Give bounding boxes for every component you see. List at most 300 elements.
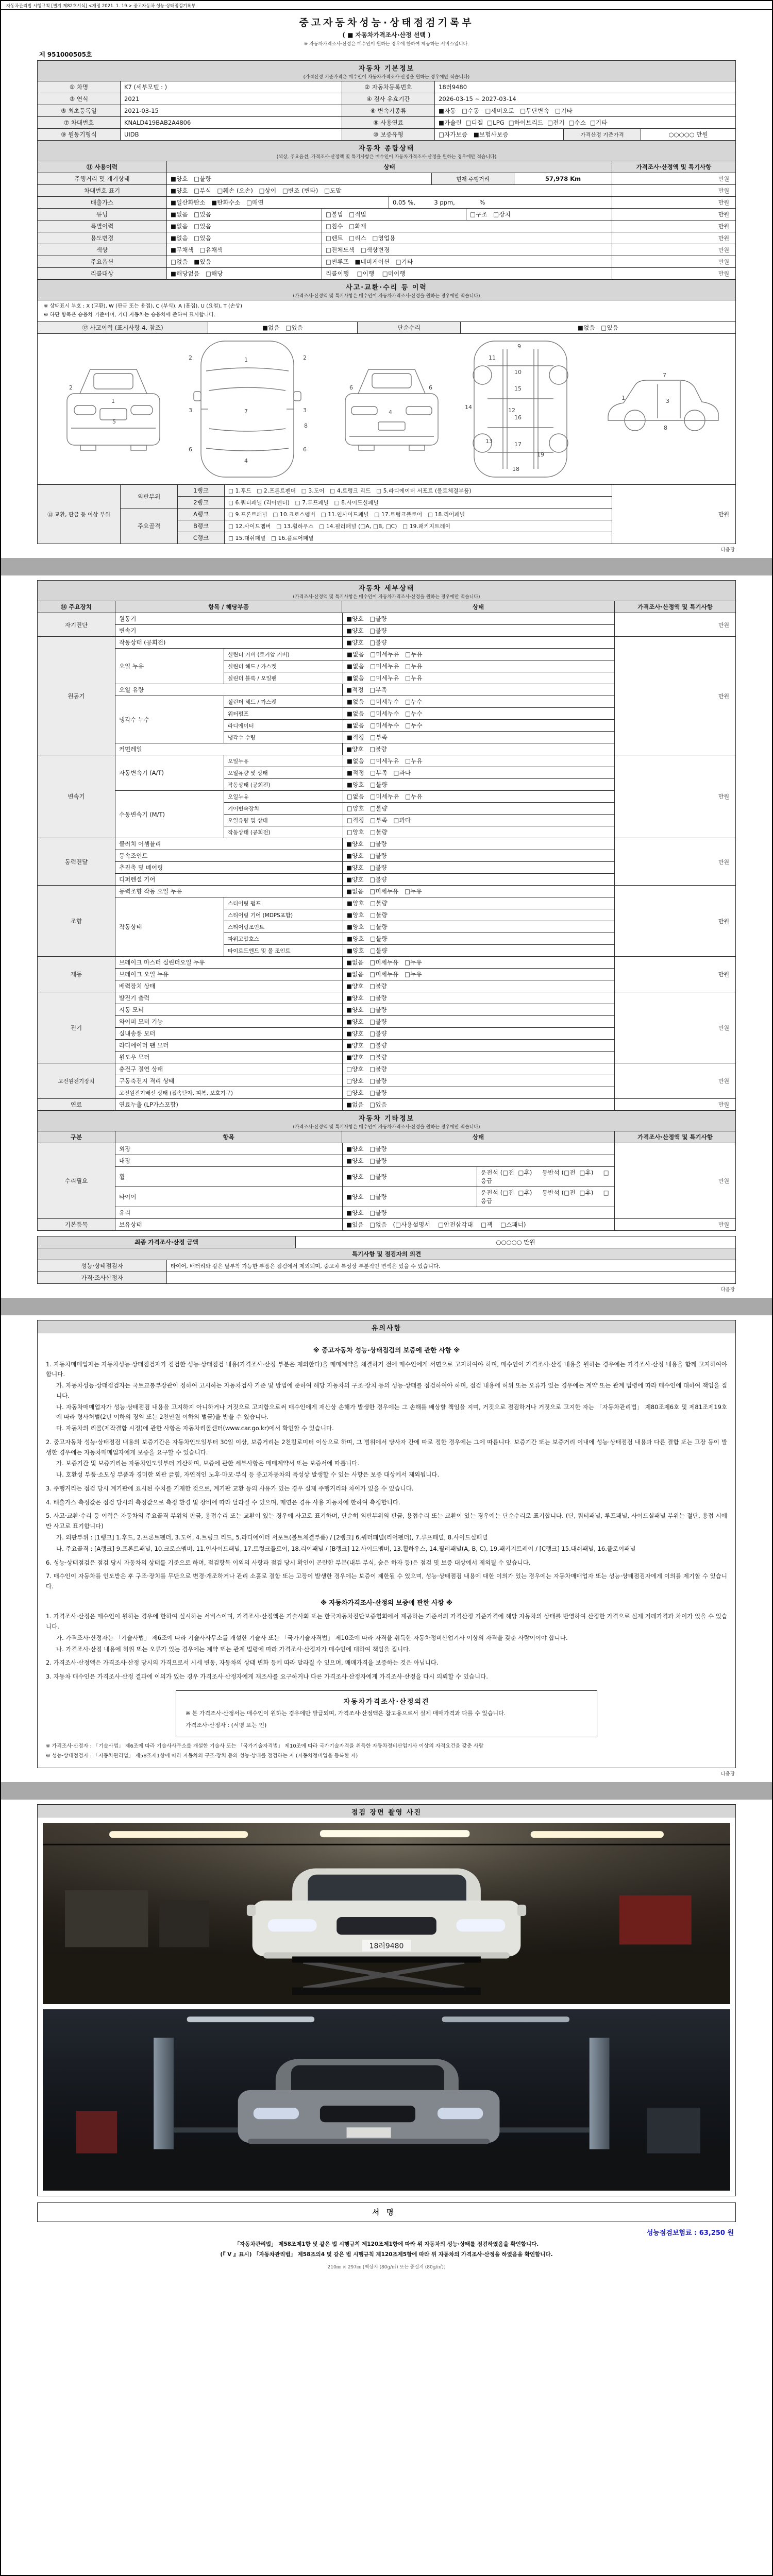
checkbox-group[interactable]: ■양호 □불량 [342, 862, 614, 873]
checkbox-group[interactable]: □양호 □불량 [342, 1087, 614, 1098]
next-page-label: 다음장 [720, 547, 735, 553]
checkbox-group[interactable]: □ 9.프론트패널 □ 10.크로스멤버 □ 11.인사이드패널 □ 17.트렁크플로어 □ 18.리어패널 [224, 509, 612, 520]
table-subgrid [115, 613, 614, 636]
checkbox-group[interactable]: ■적정 □부족 [343, 732, 614, 743]
checkbox-group[interactable]: □구조 □장치 [466, 209, 612, 220]
table-subgrid [342, 1187, 614, 1207]
svg-text:13: 13 [485, 438, 493, 445]
checkbox-group[interactable]: ■없음 □미세누수 □누수 [343, 696, 614, 707]
checkbox-group[interactable]: ■없음 □있음 [460, 322, 735, 333]
table-cell: 보유상태 [115, 1219, 342, 1230]
table-row [38, 636, 735, 755]
section-title: 점검 장면 촬영 사진 [351, 1808, 422, 1817]
table-row [224, 814, 614, 826]
table-cell: 자기진단 [38, 613, 115, 636]
section-header-etc-info [37, 1110, 736, 1131]
table-row [167, 232, 612, 244]
diagram-part-numbers [69, 343, 669, 472]
checkbox-group[interactable]: ■가솔린 □디젤 □LPG □하이브리드 □전기 □수소 □기타 [434, 117, 735, 128]
table-cell: 와이퍼 모터 기능 [115, 1016, 342, 1027]
car-front-view [67, 369, 160, 450]
svg-text:14: 14 [465, 404, 472, 411]
checkbox-group[interactable]: ■있음 □없음 (□사용설명서 □안전삼각대 □잭 □스패너) [342, 1219, 614, 1230]
svg-text:2: 2 [189, 354, 192, 361]
table-row [115, 968, 614, 980]
table-cell: 만원 [614, 838, 735, 885]
table-cell: 2랭크 [178, 497, 224, 508]
checkbox-group[interactable]: □양호 □불량 [343, 826, 614, 838]
svg-text:3: 3 [666, 398, 669, 404]
checkbox-group[interactable]: ■없음 □있음 [171, 234, 211, 242]
notice-subheading: ※ 중고자동차 성능·상태점검의 보증에 관한 사항 ※ [313, 1346, 460, 1354]
checkbox-group[interactable]: ■양호 □불량 [346, 1173, 387, 1180]
exchange-repair-parts-table [37, 484, 736, 544]
table-cell: 실린더 블록 / 오일팬 [224, 672, 343, 684]
table-row [115, 1039, 614, 1051]
checkbox-group[interactable]: 운전석 (□전 □후) 동반석 (□전 □후) □응급 [477, 1167, 614, 1187]
table-subgrid [115, 637, 614, 755]
notice-paragraph: 가. 가격조사·산정자는 「기술사법」 제6조에 따라 기술사사무소를 개설한 기술사 또는 「국가기술자격법」 제10조에 따라 자격을 취득한 자동차정비산업기사 이상의 자격을 갖춘 사람이어야 합니다. [56, 1634, 568, 1641]
table-cell: 타이어 [115, 1187, 342, 1207]
svg-text:4: 4 [389, 409, 392, 416]
table-cell: 현재 주행거리 [431, 173, 514, 184]
table-cell: 가격조사·산정액 및 특기사항 [614, 1131, 735, 1143]
checkbox-group[interactable]: □ 1.후드 □ 2.프론트펜더 □ 3.도어 □ 4.트렁크 리드 □ 5.라디에이터 서포트 (볼트체결부품) [224, 485, 612, 496]
table-cell: 색상 [38, 244, 166, 256]
next-page-label: 다음장 [720, 1287, 735, 1293]
table-cell: 특기사항 및 점검자의 의견 [38, 1248, 735, 1260]
table-cell: ③ 연식 [38, 93, 120, 105]
svg-text:1: 1 [621, 395, 625, 401]
table-cell: 만원 [612, 256, 735, 267]
checkbox-group[interactable]: □양호 □불량 [343, 803, 614, 814]
table-subgrid [224, 897, 614, 956]
damage-diagram [37, 333, 736, 485]
notice-paragraph: 가. 자동차성능·상태점검자는 국토교통부장관이 정하여 고시하는 자동차검사 기준 및 방법에 준하여 해당 자동차의 구조·장치 등의 성능·상태를 점검하여야 하며, 점검 내용에 허위 또는 오류가 있는 경우에는 계약 또는 관계 법령에 따라 매수인에 대하여 책임을 집니다. [56, 1382, 727, 1399]
table-row [115, 1099, 614, 1110]
table-cell: 충전구 절연 상태 [115, 1063, 342, 1075]
table-row [224, 660, 614, 672]
table-cell: 배출가스 [38, 197, 166, 208]
table-row [115, 873, 614, 885]
section-header-accident-history [37, 279, 736, 300]
checkbox-group[interactable]: ■양호 □부식 □훼손 (오손) □상이 □변조 (변타) □도말 [166, 185, 612, 196]
svg-text:7: 7 [663, 372, 666, 379]
checkbox-group[interactable]: □ 6.쿼터패널 (리어펜더) □ 7.루프패널 □ 8.사이드실패널 [224, 497, 612, 508]
notice-paragraph: 5. 사고·교환·수리 등 이력은 자동차의 주요골격 부위의 판금, 용접수리 또는 교환이 있는 경우에 사고로 표기하며, 단순히 외판부위의 판금, 용접수리 또는 교환이 있는 경우에는 단순수리로 표기합니다. (단, 쿼터패널, 루프패널, 사이드실패널 부위는 절단, 용접 시에만 사고로 표기합니다) [46, 1512, 727, 1530]
panel-photos [37, 1804, 736, 2196]
table-subgrid [115, 1063, 614, 1098]
table-cell: 가격·조사산정자 [38, 1272, 166, 1283]
table-cell: 가격산정 기준가격 [563, 129, 641, 140]
table-cell: 만원 [612, 173, 735, 184]
table-cell: 주요옵션 [38, 256, 166, 267]
checkbox-group[interactable]: ■양호 □불량 [343, 909, 614, 921]
checkbox-group[interactable]: ■없음 □미세누유 □누유 [343, 755, 614, 767]
checkbox-group[interactable]: ■양호 □불량 [342, 1052, 614, 1063]
checkbox-group[interactable]: ■양호 □불량 [343, 897, 614, 909]
table-row [38, 161, 735, 173]
table-cell: 디퍼렌셜 기어 [115, 874, 342, 885]
checkbox-group[interactable]: □없음 □미세누유 □누유 [343, 791, 614, 802]
checkbox-group[interactable]: ■무채색 □유채색 [171, 246, 223, 253]
checkbox-group[interactable]: ■양호 □불량 [342, 838, 614, 850]
table-row [38, 1218, 735, 1230]
table-row [224, 755, 614, 767]
checkbox-group[interactable]: ■양호 □불량 [342, 1016, 614, 1027]
table-subgrid [224, 791, 614, 838]
table-row [115, 838, 614, 850]
table-cell: K7 (세부모델 : ) [120, 81, 342, 93]
table-cell: 조향 [38, 886, 115, 956]
checkbox-group[interactable]: ■양호 □불량 [343, 779, 614, 790]
checkbox-group[interactable]: ■없음 □미세누유 □누유 [343, 672, 614, 684]
basic-info-table [37, 81, 736, 141]
table-cell: 튜닝 [38, 209, 166, 220]
table-cell: 만원 [614, 886, 735, 956]
price-opinion-lines [186, 1709, 587, 1731]
table-cell: 수리필요 [38, 1143, 115, 1218]
table-cell: 등속조인트 [115, 850, 342, 861]
svg-text:1: 1 [244, 357, 248, 363]
table-cell: 워터펌프 [224, 708, 343, 719]
notice-subheading: ※ 자동차가격조사·산정의 보증에 관한 사항 ※ [320, 1598, 453, 1606]
svg-text:2: 2 [303, 354, 307, 361]
table-cell: 만원 [614, 1063, 735, 1098]
section-gap [1, 1298, 772, 1315]
checkbox-group[interactable]: ■양호 □불량 [342, 743, 614, 755]
table-cell: 고전원전기배선 상태 (접속단자, 피복, 보호기구) [115, 1087, 342, 1098]
table-cell: 브레이크 마스터 실린더오일 누유 [115, 957, 342, 968]
table-row [38, 128, 735, 140]
table-row [115, 613, 614, 624]
table-cell: UIDB [120, 129, 342, 140]
checkbox-group[interactable]: ■없음 □있음 [208, 322, 357, 333]
table-row [115, 980, 614, 992]
table-row [115, 790, 614, 838]
table-cell: 오일 유량 [115, 684, 342, 696]
table-row [38, 81, 735, 93]
checkbox-group[interactable]: ■양호 □불량 [342, 850, 614, 861]
table-row [115, 1155, 614, 1166]
svg-text:4: 4 [244, 457, 248, 464]
table-cell: 오일 누유 [115, 649, 224, 684]
table-row [224, 909, 614, 921]
table-cell: 주요골격 [121, 509, 177, 544]
checkbox-group[interactable]: ■없음 □있음 [171, 223, 211, 230]
table-subgrid [115, 992, 614, 1063]
table-cell: ④ 검사 유효기간 [342, 93, 434, 105]
table-cell: 항목 / 해당부품 [115, 601, 342, 613]
checkbox-group[interactable]: □침수 □화재 [322, 221, 612, 232]
table-row [224, 649, 614, 660]
section-header-photos [37, 1804, 736, 1818]
checkbox-group[interactable]: ■해당없음 □해당 [171, 270, 223, 277]
checkbox-group[interactable]: ■없음 □미세누유 □누유 [343, 649, 614, 660]
car-side-view [608, 380, 718, 431]
table-row [38, 105, 735, 116]
svg-text:2: 2 [69, 384, 73, 391]
table-row [38, 196, 735, 208]
table-cell: 전기 [38, 992, 115, 1063]
table-row [115, 861, 614, 873]
overall-condition-table [37, 161, 736, 280]
table-cell: 냉각수 수량 [224, 732, 343, 743]
next-page-label: 다음장 [720, 1771, 735, 1777]
notice-footnote: ※ 성능·상태점검자 : 「자동차관리법」 제58조제1항에 따라 자동차의 구조·장치 등의 성능·상태를 점검하는 자 (자동차정비업을 등록한 자) [46, 1753, 358, 1759]
checkbox-group[interactable]: ■적정 □부족 [342, 684, 614, 696]
table-cell: 작동상태 (공회전) [224, 826, 343, 838]
checkbox-group[interactable]: ■없음 □미세누유 □누유 [342, 886, 614, 897]
table-row [167, 244, 612, 256]
price-survey-option-checkbox[interactable]: ( ■ 자동차가격조사·산정 선택 ) [342, 31, 431, 39]
table-row [115, 1063, 614, 1075]
checkbox-group[interactable]: □ 12.사이드멤버 □ 13.휠하우스 □ 14.필러패널 (□A, □B, □C) □ 19.패키지트레이 [224, 520, 612, 532]
table-cell: 작동상태 (공회전) [224, 779, 343, 790]
svg-text:3: 3 [303, 407, 307, 414]
table-subgrid [166, 209, 612, 220]
table-subgrid [177, 485, 612, 508]
table-row [178, 520, 612, 532]
table-row [38, 755, 735, 838]
table-row [224, 921, 614, 933]
checkbox-group[interactable]: ■양호 □불량 [342, 980, 614, 992]
car-underbody-view [473, 341, 568, 477]
checkbox-group[interactable]: ■없음 □미세누수 □누수 [343, 708, 614, 719]
table-row [224, 944, 614, 956]
table-row [38, 885, 735, 956]
table-cell: 만원 [612, 232, 735, 244]
table-cell: ⑥ 변속기종류 [342, 105, 434, 116]
notice-footnote: ※ 가격조사·산정자 : 「기술사법」 제6조에 따라 기술사사무소를 개설한 기술사 또는 「국가기술자격법」 제10조에 따라 국가기술자격을 취득한 자동차정비산업기사 이상의 자격요건을 갖춘 사람 [46, 1743, 484, 1749]
checkbox-group[interactable]: ■양호 □불량 [342, 637, 614, 648]
table-cell: 구동축전지 격리 상태 [115, 1075, 342, 1087]
table-cell: 가격조사·산정액 및 특기사항 [614, 601, 735, 613]
table-row [167, 197, 612, 208]
table-cell: 만원 [612, 244, 735, 256]
checkbox-group[interactable]: ■양호 □불량 [343, 945, 614, 956]
checkbox-group[interactable]: 리콜이행 □이행 □미이행 [322, 268, 612, 279]
table-subgrid [166, 244, 612, 256]
table-cell: ② 자동차등록번호 [342, 81, 434, 93]
checkbox-group[interactable]: ■양호 □불량 [342, 1040, 614, 1051]
table-cell: 동력전달 [38, 838, 115, 885]
table-row [115, 1087, 614, 1098]
notice-paragraph: 가. 보증기간 및 보증거리는 자동차인도일부터 기산하며, 보증에 관한 세부사항은 매매계약서 또는 보증서에 따릅니다. [56, 1460, 360, 1467]
svg-text:19: 19 [537, 451, 544, 458]
table-subgrid [115, 838, 614, 885]
table-row [38, 220, 735, 232]
checkbox-group[interactable]: ■없음 □미세누유 □누유 [343, 660, 614, 672]
checkbox-group[interactable]: ■양호 □불량 [343, 921, 614, 933]
table-cell: 커먼레일 [115, 743, 342, 755]
checkbox-group[interactable]: ■양호 □불량 [342, 1004, 614, 1015]
table-cell: 자동변속기 (A/T) [115, 755, 224, 790]
table-cell: 상태 [342, 601, 614, 613]
table-cell: 오일유량 및 상태 [224, 815, 343, 826]
table-cell: ⑦ 차대번호 [38, 117, 120, 128]
table-cell: 상태 [342, 1131, 614, 1143]
table-cell: 만원 [614, 637, 735, 755]
checkbox-group[interactable]: ■없음 □있음 [171, 211, 211, 218]
checkbox-group[interactable]: 운전석 (□전 □후) 동반석 (□전 □후) □응급 [477, 1187, 614, 1207]
checkbox-group[interactable]: □양호 □불량 [342, 1063, 614, 1075]
checkbox-group[interactable]: ■양호 □불량 [342, 1207, 614, 1218]
table-cell: ⑭ 주요장치 [38, 601, 115, 613]
table-cell: 스티어링조인트 [224, 921, 343, 933]
checkbox-group[interactable]: ■없음 □미세누유 □누유 [342, 969, 614, 980]
table-row [224, 791, 614, 802]
section-title: 자동차 종합상태 [358, 145, 415, 152]
form-reference: 자동차관리법 시행규칙 [별지 제82호서식] <개정 2021. 1. 19.> 중고자동차 성능·상태점검기록부 [1, 1, 772, 10]
table-cell: 연료누출 (LP가스포함) [115, 1099, 342, 1110]
table-cell: 만원 [612, 197, 735, 208]
table-row [115, 648, 614, 684]
svg-text:17: 17 [514, 441, 522, 448]
table-cell: 휠 [115, 1167, 342, 1187]
table-subgrid [115, 1219, 614, 1230]
table-cell: 실린더 헤드 / 가스켓 [224, 696, 343, 707]
svg-text:6: 6 [429, 384, 432, 391]
table-cell: 동력조향 작동 오일 누유 [115, 886, 342, 897]
table-cell: 용도변경 [38, 232, 166, 244]
table-row [38, 992, 735, 1063]
table-subgrid [166, 232, 612, 244]
checkbox-group[interactable]: □썬루프 ■네비게이션 □기타 [322, 256, 612, 267]
table-cell: 라디에이터 팬 모터 [115, 1040, 342, 1051]
checkbox-group[interactable]: □양호 □불량 [342, 1075, 614, 1087]
checkbox-group[interactable]: ■없음 □미세누유 □누유 [342, 957, 614, 968]
notice-paragraph: 3. 주행거리는 점검 당시 계기판에 표시된 수치를 기재한 것으로, 계기판 교환 등의 사유가 있는 경우 실제 주행거리와 차이가 있을 수 있습니다. [46, 1484, 414, 1492]
checkbox-group[interactable]: ■없음 □있음 [342, 1099, 614, 1110]
table-row [115, 1015, 614, 1027]
checkbox-group[interactable]: ■양호 □불량 [346, 1193, 387, 1200]
table-row [167, 173, 612, 184]
svg-text:10: 10 [514, 369, 522, 376]
checkbox-group[interactable]: ■양호 □불량 [342, 1155, 614, 1166]
table-cell: 구분 [38, 1131, 115, 1143]
section-note: (가격조사·산정액 및 특기사항은 매수인이 자동차가격조사·산정을 원하는 경우에만 적습니다) [293, 1125, 480, 1130]
table-cell: 스티어링 기어 (MDPS포함) [224, 909, 343, 921]
checkbox-group[interactable]: ■양호 □불량 [342, 1028, 614, 1039]
checkbox-group[interactable]: ■자동 □수동 □세미오토 □무단변속 □기타 [434, 105, 735, 116]
table-row [115, 1143, 614, 1155]
table-row [115, 1219, 614, 1230]
table-cell: 클러치 어셈블리 [115, 838, 342, 850]
svg-text:18: 18 [512, 466, 519, 472]
accident-history-table [37, 321, 736, 334]
checkbox-group[interactable]: □전체도색 □색상변경 [322, 244, 612, 256]
table-row [224, 802, 614, 814]
table-cell: 실린더 커버 (로커암 커버) [224, 649, 343, 660]
checkbox-group[interactable]: □적정 □부족 □과다 [343, 815, 614, 826]
checkbox-group[interactable]: ■양호 □불량 [171, 175, 211, 182]
table-cell: 추진축 및 베어링 [115, 862, 342, 873]
page-title: 중고자동차성능·상태점검기록부 [299, 17, 474, 28]
damage-mark-legend [37, 300, 736, 322]
notice-paragraph: 2. 중고자동차 성능·상태점검 내용의 보증기간은 자동차인도일부터 30일 이상, 보증거리는 2천킬로미터 이상으로 하며, 그 범위에서 당사자 간에 따로 정한 경우에는 그에 따릅니다. 보증기간 또는 보증거리 이내에 성능·상태점검 내용과 다른 결함 또는 고장 등이 발생한 경우에는 자동차매매업자에게 보증을 요구할 수 있습니다. [46, 1438, 727, 1456]
table-subgrid [115, 886, 614, 956]
table-row [38, 1248, 735, 1260]
document-number: 제 951000505호 [39, 51, 92, 58]
section-title: 사고·교환·수리 등 이력 [346, 284, 427, 292]
checkbox-group[interactable]: ■양호 □불량 [342, 613, 614, 624]
table-cell: 오일누유 [224, 755, 343, 767]
checkbox-group[interactable]: ■양호 □불량 [342, 625, 614, 636]
table-row [115, 743, 614, 755]
table-cell: B랭크 [178, 520, 224, 532]
svg-text:6: 6 [349, 384, 353, 391]
checkbox-group[interactable]: ■일산화탄소 ■탄화수소 □매연 [171, 199, 264, 206]
table-cell: 윈도우 모터 [115, 1052, 342, 1063]
workshop-photo-front-lift [43, 1823, 730, 2004]
panel-basic-overall-accident [37, 60, 736, 553]
svg-text:3: 3 [189, 407, 192, 414]
table-row [224, 707, 614, 719]
table-cell: 스티어링 펌프 [224, 897, 343, 909]
table-cell: 성능·상태점검자 [38, 1260, 166, 1272]
notice-paragraph: 1. 자동차매매업자는 자동차성능·상태점검자가 점검한 성능·상태점검 내용(가격조사·산정 부분은 제외한다)을 매매계약을 체결하기 전에 매수인에게 서면으로 고지하여야 하며, 매수인이 가격조사·산정 내용을 원하는 경우에는 가격조사·산정 내용을 함께 고지하여야 합니다. [46, 1360, 727, 1378]
checkbox-group[interactable]: ■적정 □부족 □과다 [343, 767, 614, 778]
inspection-photo-2 [43, 2009, 730, 2191]
panel-notice [37, 1320, 736, 1777]
checkbox-group[interactable]: ■양호 □불량 [342, 992, 614, 1004]
table-row [115, 1004, 614, 1015]
table-cell: 오일유량 및 상태 [224, 767, 343, 778]
svg-text:9: 9 [517, 343, 521, 350]
workshop-photo-two-post-lift [43, 2009, 730, 2191]
notice-paragraph: 가. 외판부위 : [1랭크] 1.후드, 2.프론트펜더, 3.도어, 4.트렁크 리드, 5.라디에이터 서포트(볼트체결부품) / [2랭크] 6.쿼터패널(리어펜더), 7.루프패널, 8.사이드실패널 [56, 1533, 488, 1541]
table-subgrid [166, 197, 612, 208]
table-row [121, 485, 612, 508]
table-row [115, 992, 614, 1004]
table-cell: 시동 모터 [115, 1004, 342, 1015]
table-row [224, 933, 614, 944]
table-cell: 내장 [115, 1155, 342, 1166]
notice-paragraph: 나. 자동차매매업자가 성능·상태점검 내용을 고지하지 아니하거나 거짓으로 고지함으로써 매수인에게 재산상 손해가 발생한 경우에는 그 손해를 배상할 책임을 지며, 거짓으로 점검하거나 거짓으로 고지한 자는 「자동차관리법」 제80조제6호 및 제81조제19호에 따라 형사처벌(2년 이하의 징역 또는 2천만원 이하의 벌금)을 받을 수 있습니다. [56, 1403, 727, 1421]
table-row [38, 173, 735, 184]
checkbox-group[interactable]: ■양호 □불량 [342, 1143, 614, 1155]
table-cell: 기본품목 [38, 1219, 115, 1230]
checkbox-group[interactable]: ■양호 □불량 [343, 933, 614, 944]
table-row [38, 256, 735, 267]
table-row [38, 1272, 735, 1283]
table-cell: 파워고압호스 [224, 933, 343, 944]
table-cell: 2021 [120, 93, 342, 105]
section-note: (가격산정 기준가격은 매수인이 자동차가격조사·산정을 원하는 경우에만 적습니다) [303, 75, 470, 80]
checkbox-group[interactable]: □ 15.대쉬패널 □ 16.플로어패널 [224, 532, 612, 544]
table-row [38, 1236, 735, 1248]
checkbox-group[interactable]: ■양호 □불량 [342, 874, 614, 885]
table-cell: 외판부위 [121, 485, 177, 508]
table-row [38, 1131, 735, 1143]
section-title: 유의사항 [371, 1325, 402, 1332]
table-row [115, 755, 614, 790]
table-row [115, 637, 614, 648]
confirmation-statement-2: (『 V 』표시) 「자동차관리법」 제58조의4 및 같은 법 시행규칙 제120조제5항에 따라 위 자동차의 가격조사·산정을 하였음을 확인합니다. [220, 2251, 553, 2258]
checkbox-group[interactable]: □불법 □적법 [322, 209, 466, 220]
checkbox-group[interactable]: □렌트 □리스 □영업용 [322, 232, 612, 244]
table-row [38, 116, 735, 128]
table-cell: 만원 [614, 1143, 735, 1218]
checkbox-group[interactable]: □없음 ■있음 [171, 258, 211, 265]
table-subgrid [166, 221, 612, 232]
signature-box[interactable]: 서명 [37, 2202, 736, 2222]
notice-paragraph: 7. 매수인이 자동차를 인도받은 후 구조·장치를 무단으로 변경·개조하거나 관리 소홀로 결함 또는 고장이 발생한 경우에는 보증이 제한될 수 있으며, 성능·상태점검 내용에 대한 이의가 있는 경우에는 자동차매매업자 또는 성능·상태점검자에게 이의를 제기할 수 있습니다. [46, 1572, 727, 1590]
table-cell: ⑪ 사용이력 [38, 161, 166, 173]
checkbox-group[interactable]: ■없음 □미세누수 □누수 [343, 720, 614, 731]
checkbox-group[interactable]: □자가보증 ■보험사보증 [434, 129, 563, 140]
